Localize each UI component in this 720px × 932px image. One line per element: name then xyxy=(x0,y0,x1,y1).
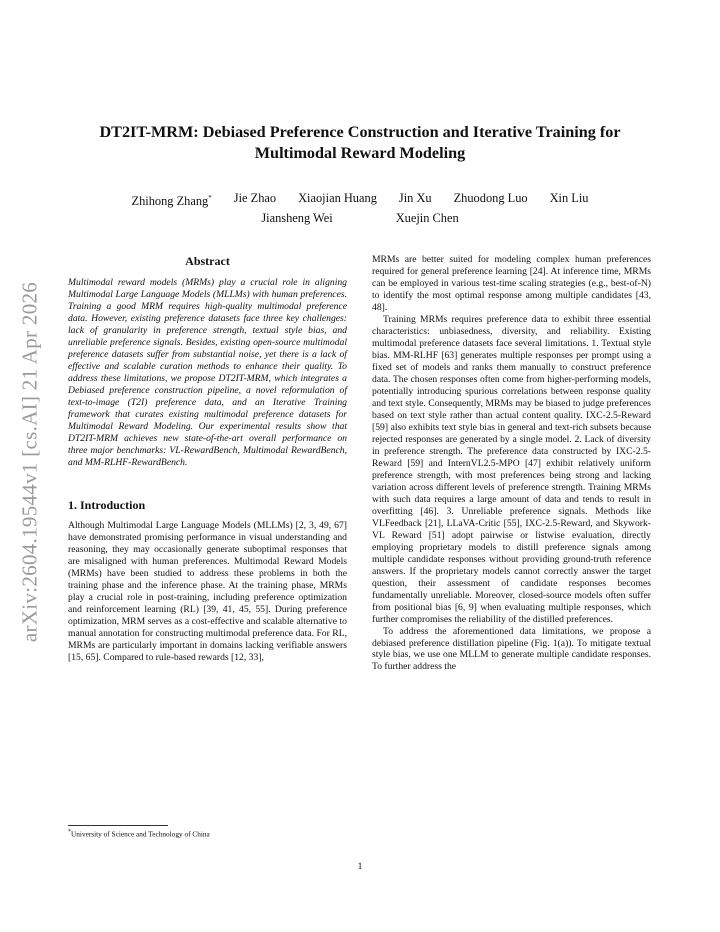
arxiv-sidebar xyxy=(8,260,52,664)
title-line-1: DT2IT-MRM: Debiased Preference Construction and Iterative Training for xyxy=(99,123,621,141)
abstract-text: Multimodal reward models (MRMs) play a crucial role in aligning Multimodal Large Language Models (MLLMs) with human preferences. Training a good MRM requires high-quality multimodal preference data. However, existing preference datasets face three key challenges: lack of granularity in preference strength, textual style bias, and unreliable preference signals. Besides, existing open-source multimodal preference datasets suffer from substantial noise, yet there is a lack of effective and scalable curation methods to enhance their quality. To address these limitations, we propose DT2IT-MRM, which integrates a Debiased preference construction pipeline, a novel reformulation of text-to-image (T2I) preference data, and an Iterative Training framework that curates existing multimodal preference datasets for Multimodal Reward Modeling. Our experimental results show that DT2IT-MRM achieves new state-of-the-art overall performance on three major benchmarks: VL-RewardBench, Multimodal RewardBench, and MM-RLHF-RewardBench. xyxy=(68,277,347,468)
author-name: Jiansheng Wei xyxy=(261,211,333,226)
author-name: Xiaojian Huang xyxy=(298,191,377,205)
author-name-text: Zhihong Zhang xyxy=(131,194,209,209)
left-column xyxy=(68,254,347,664)
limitations-paragraph: Training MRMs requires preference data to exhibit three essential characteristics: unbiasedness, diversity, and reliability. Existing multimodal preference datasets face several limitations. 1. Textual style bias. MM-RLHF [63] generates multiple responses per prompt using a fixed set of models and ranks them manually to construct preference data. The chosen responses often come from higher-performing models, potentially introducing spurious correlations between response quality and text style. Consequently, MRMs may be biased to judge preferences based on text style rather than actual content quality. IXC-2.5-Reward [59] also exhibits text style bias in general and text-rich subsets because rejected responses are generated by a single model. 2. Lack of diversity in preference strength. The preference data constructed by IXC-2.5-Reward [59] and InternVL2.5-MPO [47] exhibit relatively uniform preference strength, with most preferences being strong and lacking variation across different levels of preference strength. Training MRMs with such data requires a large amount of data and tends to result in overfitting [46]. 3. Unreliable preference signals. Methods like VLFeedback [21], LLaVA-Critic [55], IXC-2.5-Reward, and Skywork-VL Reward [51] adopt pairwise or listwise evaluation, directly employing proprietary models to distill preference signals among multiple candidate responses without providing ground-truth reference answers. If the proprietary models cannot correctly answer the target question, their assessment of candidate responses becomes fundamentally unreliable. Moreover, closed-source models often suffer from positional bias [6, 9] when evaluating multiple responses, which further compromises the reliability of the distilled preferences. xyxy=(372,313,651,625)
footnote-mark: * xyxy=(68,829,71,835)
author-name: Zhuodong Luo xyxy=(453,191,528,205)
page-number: 1 xyxy=(357,862,363,872)
authors-row-2 xyxy=(70,210,650,227)
author-name: Xuejin Chen xyxy=(395,211,459,226)
abstract-heading: Abstract xyxy=(185,254,230,268)
title-line-2: Multimodal Reward Modeling xyxy=(254,144,466,162)
author-name: Jie Zhao xyxy=(233,191,277,205)
intro-heading: 1. Introduction xyxy=(68,497,146,512)
proposal-paragraph: To address the aforementioned data limitations, we propose a debiased preference distillation pipeline (Fig. 1(a)). To mitigate textual style bias, we use one MLLM to generate multiple candidate responses. To further address the xyxy=(372,625,651,673)
paper-title xyxy=(70,122,650,164)
author-affiliation-mark: * xyxy=(208,194,212,202)
author-list xyxy=(70,190,650,227)
arxiv-id[interactable]: arXiv:2604.19544v1 [cs.AI] 21 Apr 2026 xyxy=(17,281,42,643)
footnote-divider xyxy=(68,825,168,826)
author-name: Jin Xu xyxy=(398,191,432,205)
authors-row-1 xyxy=(70,190,650,210)
author-name xyxy=(132,190,212,210)
author-name: Xin Liu xyxy=(549,191,589,205)
footnote-text: University of Science and Technology of China xyxy=(71,829,210,839)
intro-paragraph-continued: MRMs are better suited for modeling complex human preferences required for general preference learning [24]. At inference time, MRMs can be employed in various test-time scaling strategies (e.g., best-of-N) to identify the most optimal response among multiple candidates [43, 48]. xyxy=(372,254,651,313)
footnote xyxy=(68,828,210,838)
right-column xyxy=(372,254,651,673)
intro-paragraph: Although Multimodal Large Language Models (MLLMs) [2, 3, 49, 67] have demonstrated promising performance in visual understanding and reasoning, they may occasionally generate suboptimal responses that are misaligned with human preferences. Multimodal Reward Models (MRMs) have been studied to address these problems in both the training phase and the inference phase. At the training phase, MRMs play a crucial role in post-training, including preference optimization and reinforcement learning (RL) [39, 41, 45, 55]. During preference optimization, MRM serves as a cost-effective and scalable alternative to manual annotation for constructing multimodal preference data. For RL, MRMs are particularly important in domains lacking verifiable answers [15, 65]. Compared to rule-based rewards [12, 33], xyxy=(68,519,347,663)
